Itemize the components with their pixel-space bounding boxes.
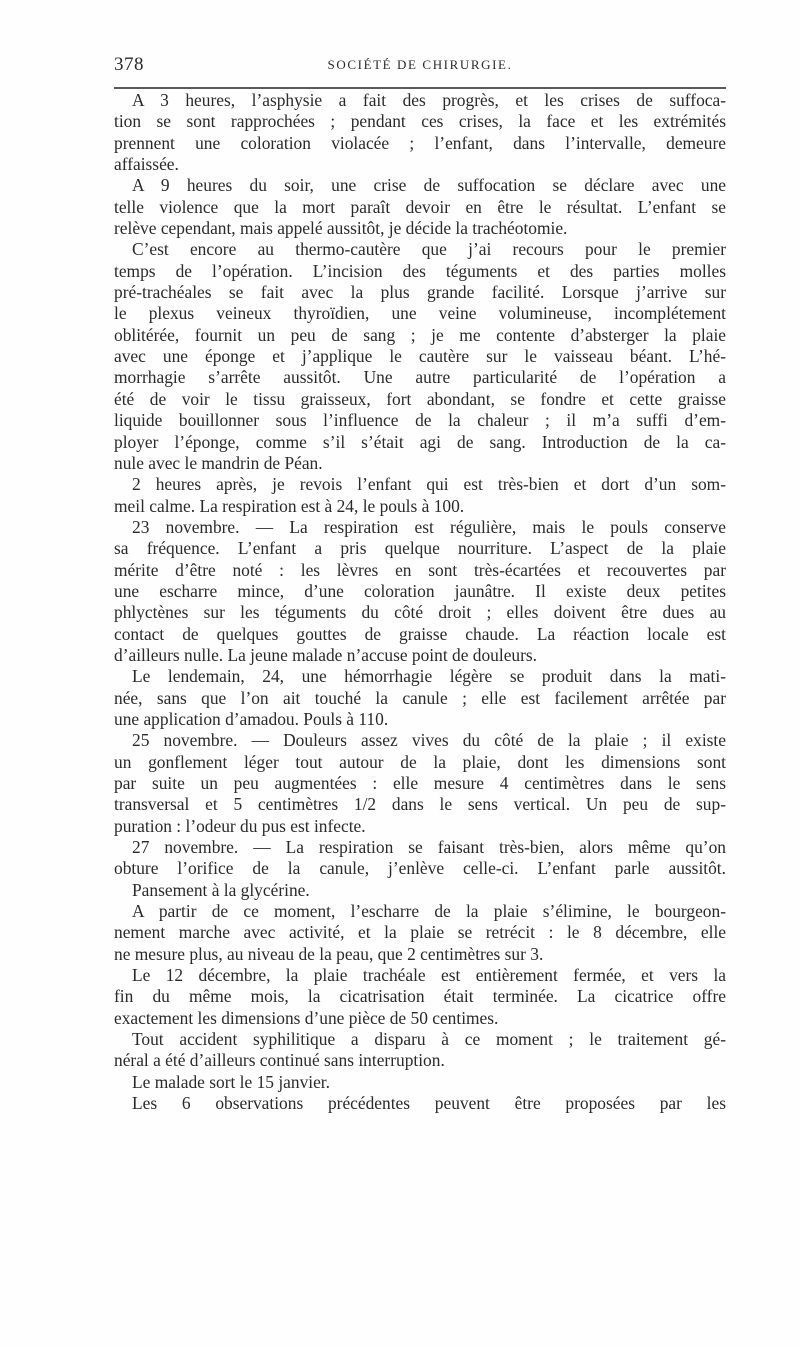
text-line: contact de quelques gouttes de graisse chaude. La réaction locale est (114, 623, 726, 644)
text-line: A partir de ce moment, l’escharre de la plaie s’élimine, le bourgeon- (132, 901, 726, 922)
text-line: le plexus veineux thyroïdien, une veine volumineuse, incomplétement (114, 303, 726, 324)
text-line: 27 novembre. — La respiration se faisant très-bien, alors même qu’on (132, 837, 726, 858)
text-line: sa fréquence. L’enfant a pris quelque nourriture. L’aspect de la plaie (114, 538, 726, 559)
text-line: A 9 heures du soir, une crise de suffocation se déclare avec une (132, 175, 726, 196)
running-head: SOCIÉTÉ DE CHIRURGIE. (327, 57, 513, 72)
text-line: Pansement à la glycérine. (132, 879, 310, 900)
text-line: relève cependant, mais appelé aussitôt, je décide la trachéotomie. (114, 218, 568, 239)
text-line: C’est encore au thermo-cautère que j’ai recours pour le premier (132, 239, 726, 260)
text-line: d’ailleurs nulle. La jeune malade n’accuse point de douleurs. (114, 644, 538, 665)
text-line: avec une éponge et j’applique le cautère sur le vaisseau béant. L’hé- (114, 346, 726, 367)
text-line: meil calme. La respiration est à 24, le pouls à 100. (114, 495, 465, 516)
text-line: 25 novembre. — Douleurs assez vives du côté de la plaie ; il existe (132, 730, 726, 751)
text-line: liquide bouillonner sous l’influence de la chaleur ; il m’a suffi d’em- (114, 410, 726, 431)
text-line: née, sans que l’on ait touché la canule ; elle est facilement arrêtée par (114, 687, 726, 708)
text-line: telle violence que la mort paraît devoir en être le résultat. L’enfant se (114, 196, 726, 217)
text-line: 2 heures après, je revois l’enfant qui est très-bien et dort d’un som- (132, 474, 726, 495)
text-line: une escharre mince, d’une coloration jaunâtre. Il existe deux petites (114, 580, 726, 601)
text-line: une application d’amadou. Pouls à 110. (114, 708, 389, 729)
text-line: Les 6 observations précédentes peuvent être proposées par les (132, 1093, 726, 1114)
page-header (114, 54, 726, 80)
text-line: un gonflement léger tout autour de la plaie, dont les dimensions sont (114, 751, 726, 772)
text-line: 23 novembre. — La respiration est régulière, mais le pouls conserve (132, 516, 726, 537)
text-line: par suite un peu augmentées : elle mesure 4 centimètres dans le sens (114, 773, 726, 793)
text-line: transversal et 5 centimètres 1/2 dans le sens vertical. Un peu de sup- (114, 794, 726, 815)
text-line: temps de l’opération. L’incision des téguments et des parties molles (114, 260, 726, 281)
text-line: mérite d’être noté : les lèvres en sont très-écartées et recouvertes par (114, 559, 726, 580)
header-rule (114, 87, 726, 89)
text-line: puration : l’odeur du pus est infecte. (114, 815, 366, 836)
text-line: tion se sont rapprochées ; pendant ces crises, la face et les extrémités (114, 111, 726, 132)
text-line: oblitérée, fournit un peu de sang ; je me contente d’absterger la plaie (114, 324, 726, 345)
text-line: Tout accident syphilitique a disparu à ce moment ; le traitement gé- (132, 1029, 726, 1050)
text-line: nement marche avec activité, et la plaie se retrécit : le 8 décembre, elle (114, 922, 726, 943)
text-line: affaissée. (114, 154, 179, 175)
text-line: Le 12 décembre, la plaie trachéale est entièrement fermée, et vers la (132, 965, 726, 986)
text-line: fin du même mois, la cicatrisation était terminée. La cicatrice offre (114, 986, 726, 1007)
text-line: A 3 heures, l’asphysie a fait des progrès, et les crises de suffoca- (132, 90, 726, 110)
text-line: prennent une coloration violacée ; l’enfant, dans l’intervalle, demeure (114, 132, 726, 153)
page-number: 378 (114, 54, 144, 75)
text-line: ne mesure plus, au niveau de la peau, que 2 centimètres sur 3. (114, 943, 544, 964)
text-line: nule avec le mandrin de Péan. (114, 452, 323, 473)
text-line: ployer l’éponge, comme s’il s’était agi de sang. Introduction de la ca- (114, 431, 726, 452)
text-line: pré-trachéales se fait avec la plus grande facilité. Lorsque j’arrive sur (114, 282, 726, 303)
text-line: néral a été d’ailleurs continué sans interruption. (114, 1050, 445, 1071)
text-line: exactement les dimensions d’une pièce de 50 centimes. (114, 1007, 499, 1028)
text-line: Le malade sort le 15 janvier. (132, 1071, 330, 1092)
body-text (114, 90, 726, 1115)
text-line: Le lendemain, 24, une hémorrhagie légère se produit dans la mati- (132, 666, 726, 687)
text-line: phlyctènes sur les téguments du côté droit ; elles doivent être dues au (114, 602, 726, 623)
text-line: été de voir le tissu graisseux, fort abondant, se fondre et cette graisse (114, 388, 726, 409)
text-line: obture l’orifice de la canule, j’enlève celle-ci. L’enfant parle aussitôt. (114, 858, 726, 879)
text-line: morrhagie s’arrête aussitôt. Une autre particularité de l’opération a (114, 367, 726, 388)
